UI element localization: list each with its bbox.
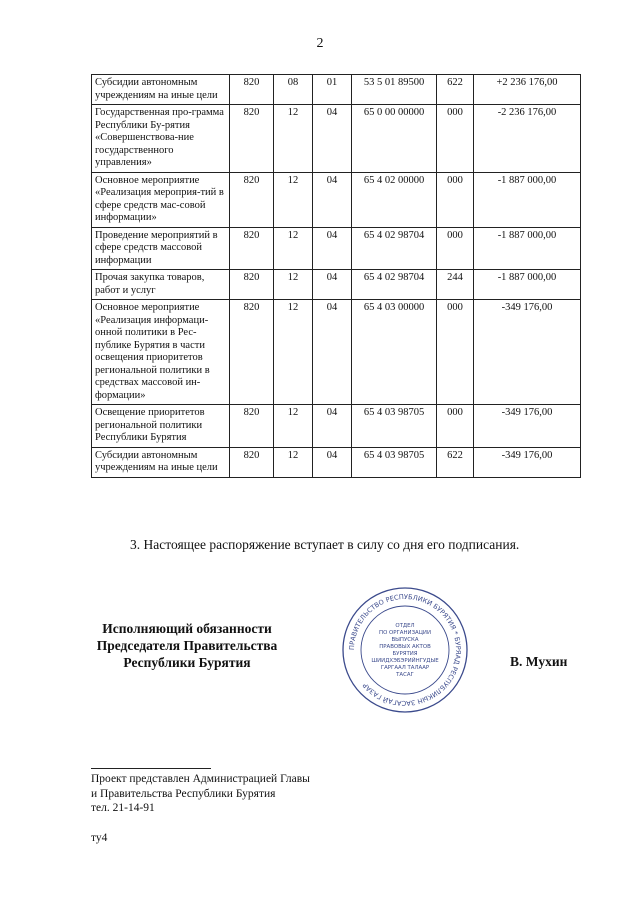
- expense-type-cell: 000: [437, 405, 474, 448]
- subsection-code-cell: 04: [313, 300, 352, 405]
- section-code-cell: 12: [274, 300, 313, 405]
- expense-name-cell: Освещение приоритетов региональной политики Республики Бурятия: [92, 405, 230, 448]
- ministry-code-cell: 820: [230, 172, 274, 227]
- seal-line: ПРАВОВЫХ АКТОВ: [379, 644, 431, 650]
- amount-cell: -349 176,00: [474, 300, 581, 405]
- document-code: ту4: [91, 832, 108, 844]
- amount-cell: -349 176,00: [474, 405, 581, 448]
- footnote-divider: [91, 768, 211, 769]
- subsection-code-cell: 04: [313, 405, 352, 448]
- seal-inner-ring: [361, 606, 449, 694]
- subsection-code-cell: 04: [313, 447, 352, 477]
- expense-name-cell: Основное мероприятие «Реализация мероприя-тий в сфере средств мас-совой информации»: [92, 172, 230, 227]
- paragraph-3: 3. Настоящее распоряжение вступает в силу со дня его подписания.: [130, 537, 520, 552]
- target-article-cell: 65 4 02 98704: [352, 270, 437, 300]
- ministry-code-cell: 820: [230, 105, 274, 173]
- target-article-cell: 65 4 03 00000: [352, 300, 437, 405]
- amount-cell: -1 887 000,00: [474, 270, 581, 300]
- target-article-cell: 53 5 01 89500: [352, 75, 437, 105]
- signer-name: В. Мухин: [510, 654, 568, 669]
- table-row: [92, 227, 581, 270]
- expense-name-cell: Проведение мероприятий в сфере средств массовой информации: [92, 227, 230, 270]
- position-line: Председателя Правительства: [96, 638, 278, 653]
- official-seal: [340, 585, 470, 715]
- seal-line: ПО ОРГАНИЗАЦИИ: [379, 630, 431, 636]
- section-code-cell: 12: [274, 270, 313, 300]
- expense-type-cell: 000: [437, 300, 474, 405]
- footnote: [91, 772, 310, 816]
- budget-table-body: [92, 75, 581, 478]
- expense-type-cell: 244: [437, 270, 474, 300]
- target-article-cell: 65 0 00 00000: [352, 105, 437, 173]
- seal-center-text: [371, 623, 439, 678]
- expense-name-cell: Основное мероприятие «Реализация информаци-онной политики в Рес-публике Бурятия в части освещения приоритетов региональной политики в средствах массовой ин-формации»: [92, 300, 230, 405]
- target-article-cell: 65 4 03 98705: [352, 447, 437, 477]
- expense-type-cell: 000: [437, 105, 474, 173]
- ministry-code-cell: 820: [230, 270, 274, 300]
- table-row: [92, 405, 581, 448]
- seal-line: ОТДЕЛ: [395, 623, 415, 629]
- table-row: [92, 300, 581, 405]
- expense-name-cell: Субсидии автономным учреждениям на иные цели: [92, 75, 230, 105]
- target-article-cell: 65 4 03 98705: [352, 405, 437, 448]
- expense-name-cell: Государственная про-грамма Республики Бу-рятия «Совершенствова-ние государственного управления»: [92, 105, 230, 173]
- ministry-code-cell: 820: [230, 75, 274, 105]
- target-article-cell: 65 4 02 00000: [352, 172, 437, 227]
- ministry-code-cell: 820: [230, 300, 274, 405]
- footnote-line: тел. 21-14-91: [91, 802, 155, 814]
- amount-cell: +2 236 176,00: [474, 75, 581, 105]
- seal-line: ВЫПУСКА: [391, 637, 419, 643]
- table-row: [92, 105, 581, 173]
- footnote-line: и Правительства Республики Бурятия: [91, 787, 276, 800]
- position-line: Республики Бурятия: [123, 655, 251, 670]
- expense-type-cell: 000: [437, 172, 474, 227]
- seal-outer-ring: [343, 588, 467, 712]
- section-code-cell: 12: [274, 105, 313, 173]
- budget-table: [91, 74, 581, 478]
- table-row: [92, 172, 581, 227]
- ministry-code-cell: 820: [230, 227, 274, 270]
- subsection-code-cell: 04: [313, 105, 352, 173]
- expense-type-cell: 622: [437, 75, 474, 105]
- subsection-code-cell: 04: [313, 227, 352, 270]
- section-code-cell: 12: [274, 172, 313, 227]
- table-row: [92, 447, 581, 477]
- amount-cell: -1 887 000,00: [474, 172, 581, 227]
- amount-cell: -2 236 176,00: [474, 105, 581, 173]
- seal-line: ШИИДХЭБЭРИЙНГУДЫЕ: [371, 658, 439, 664]
- ministry-code-cell: 820: [230, 447, 274, 477]
- signatory-position: [82, 620, 292, 671]
- expense-name-cell: Субсидии автономным учреждениям на иные цели: [92, 447, 230, 477]
- section-code-cell: 12: [274, 447, 313, 477]
- amount-cell: -1 887 000,00: [474, 227, 581, 270]
- subsection-code-cell: 04: [313, 270, 352, 300]
- seal-outer-text: ПРАВИТЕЛЬСТВО РЕСПУБЛИКИ БУРЯТИЯ * БУРЯАД РЕСПУБЛИКЫН ЗАСАГАЙ ГАЗАР: [347, 592, 463, 708]
- table-row: [92, 270, 581, 300]
- target-article-cell: 65 4 02 98704: [352, 227, 437, 270]
- table-row: [92, 75, 581, 105]
- seal-line: ГАРГААЛ ТАЛААР: [380, 665, 430, 671]
- seal-line: БУРЯТИЯ: [392, 651, 418, 657]
- expense-type-cell: 622: [437, 447, 474, 477]
- subsection-code-cell: 04: [313, 172, 352, 227]
- seal-line: ТАСАГ: [396, 672, 414, 678]
- ministry-code-cell: 820: [230, 405, 274, 448]
- section-code-cell: 08: [274, 75, 313, 105]
- footnote-line: Проект представлен Администрацией Главы: [91, 773, 310, 785]
- section-code-cell: 12: [274, 227, 313, 270]
- amount-cell: -349 176,00: [474, 447, 581, 477]
- section-code-cell: 12: [274, 405, 313, 448]
- subsection-code-cell: 01: [313, 75, 352, 105]
- position-line: Исполняющий обязанности: [102, 621, 272, 636]
- expense-name-cell: Прочая закупка товаров, работ и услуг: [92, 270, 230, 300]
- expense-type-cell: 000: [437, 227, 474, 270]
- page-number: 2: [316, 36, 324, 51]
